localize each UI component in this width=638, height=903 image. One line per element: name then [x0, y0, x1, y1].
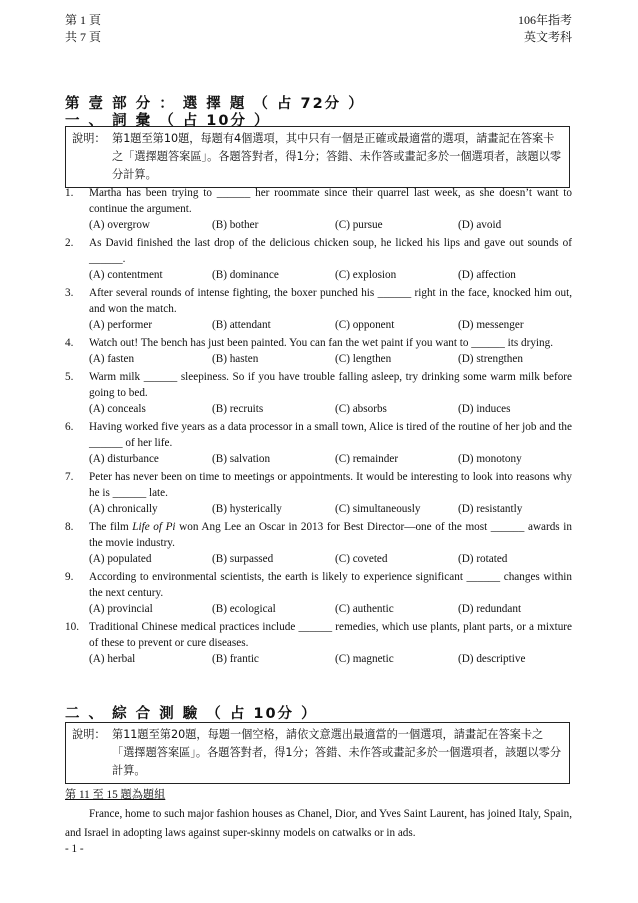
option-d: (D) monotony — [458, 453, 522, 465]
section2-instructions — [65, 722, 570, 784]
question-number: 2. — [65, 237, 74, 249]
instructions-lead: 說明： — [72, 132, 106, 145]
question-text: Peter has never been on time to meetings or appointments. It would be interesting to look into reasons why he is ______ late. — [89, 471, 572, 499]
option-d: (D) descriptive — [458, 653, 526, 665]
option-a: (A) chronically — [89, 503, 158, 515]
option-d: (D) rotated — [458, 553, 508, 565]
part1-title: 第 壹 部 分 ： 選 擇 題 （ 占 72分 ） — [65, 96, 365, 112]
option-d: (D) strengthen — [458, 353, 523, 365]
option-c: (C) magnetic — [335, 653, 394, 665]
option-c: (C) simultaneously — [335, 503, 421, 515]
option-d: (D) avoid — [458, 219, 502, 231]
option-a: (A) populated — [89, 553, 152, 565]
question-1 — [65, 185, 572, 233]
question-10 — [65, 619, 572, 667]
question-8 — [65, 519, 572, 567]
option-b: (B) attendant — [212, 319, 271, 331]
option-a: (A) herbal — [89, 653, 136, 665]
option-c: (C) explosion — [335, 269, 397, 281]
question-number: 1. — [65, 187, 74, 199]
question-3 — [65, 285, 572, 333]
option-c: (C) coveted — [335, 553, 388, 565]
option-a: (A) provincial — [89, 603, 153, 615]
question-6 — [65, 419, 572, 467]
option-b: (B) bother — [212, 219, 259, 231]
option-d: (D) affection — [458, 269, 516, 281]
question-7 — [65, 469, 572, 517]
option-a: (A) contentment — [89, 269, 163, 281]
question-text-post: won Ang Lee an Oscar in 2013 for Best Director—one of the most ______ awards in the movie industry. — [89, 521, 572, 549]
question-text-pre: The film — [89, 521, 133, 533]
question-5 — [65, 369, 572, 417]
exam-year-label: 106年指考 — [517, 13, 572, 27]
question-text: Martha has been trying to ______ her roommate since their quarrel last week, as she doesn’t want to continue the argument. — [89, 187, 572, 215]
question-number: 4. — [65, 337, 74, 349]
question-text: Traditional Chinese medical practices include ______ remedies, which use plants, plant parts, or a mixture of these to prevent or cure diseases. — [89, 621, 572, 649]
question-number: 3. — [65, 287, 74, 299]
option-c: (C) absorbs — [335, 403, 387, 415]
section1-instructions — [65, 126, 570, 188]
option-b: (B) salvation — [212, 453, 271, 465]
option-a: (A) conceals — [89, 403, 146, 415]
option-b: (B) surpassed — [212, 553, 274, 565]
question-number: 8. — [65, 521, 74, 533]
option-a: (A) disturbance — [89, 453, 159, 465]
page-header-right — [518, 12, 572, 46]
question-group-label: 第 11 至 15 題為題組 — [65, 789, 166, 801]
question-text: After several rounds of intense fighting, the boxer punched his ______ right in the face, knocked him out, and won the match. — [89, 287, 572, 315]
section2-title: 二 、 綜 合 測 驗 （ 占 10分 ） — [65, 706, 318, 722]
instructions-text: 第1題至第10題，每題有4個選項，其中只有一個是正確或最適當的選項，請畫記在答案卡之「選擇題答案區」。各題答對者，得1分；答錯、未作答或畫記多於一個選項者，該題以零分計算。 — [112, 132, 562, 181]
option-c: (C) pursue — [335, 219, 383, 231]
option-c: (C) lengthen — [335, 353, 392, 365]
option-d: (D) redundant — [458, 603, 522, 615]
question-text: According to environmental scientists, the earth is likely to experience significant ______ changes within the next century. — [89, 571, 572, 599]
question-text: Having worked five years as a data processor in a small town, Alice is tired of the routine of her job and the ______ of her life. — [89, 421, 572, 449]
option-d: (D) induces — [458, 403, 511, 415]
option-b: (B) hasten — [212, 353, 259, 365]
vocabulary-questions — [65, 185, 572, 669]
question-number: 9. — [65, 571, 74, 583]
question-text: Warm milk ______ sleepiness. So if you have trouble falling asleep, try drinking some warm milk before going to bed. — [89, 371, 572, 399]
option-b: (B) recruits — [212, 403, 264, 415]
option-a: (A) performer — [89, 319, 153, 331]
question-9 — [65, 569, 572, 617]
film-title: Life of Pi — [132, 521, 176, 533]
option-a: (A) fasten — [89, 353, 135, 365]
question-number: 10. — [65, 621, 79, 633]
question-text: As David finished the last drop of the delicious chicken soup, he licked his lips and gave out sounds of ______. — [89, 237, 572, 265]
page-footer-number: - 1 - — [65, 843, 84, 855]
total-pages-label: 共 7 頁 — [65, 30, 102, 44]
cloze-passage: France, home to such major fashion houses as Chanel, Dior, and Yves Saint Laurent, has joined Italy, Spain, and Israel in adopting laws against super-skinny models on catwalks or in ads. — [65, 808, 572, 839]
section1-title: 一 、 詞 彙 （ 占 10分 ） — [65, 113, 271, 129]
option-a: (A) overgrow — [89, 219, 150, 231]
question-4 — [65, 335, 572, 367]
option-c: (C) remainder — [335, 453, 399, 465]
option-b: (B) ecological — [212, 603, 276, 615]
option-d: (D) resistantly — [458, 503, 523, 515]
option-b: (B) frantic — [212, 653, 259, 665]
question-text: Watch out! The bench has just been painted. You can fan the wet paint if you want to ______ its drying. — [89, 337, 554, 349]
option-c: (C) opponent — [335, 319, 395, 331]
question-number: 6. — [65, 421, 74, 433]
instructions-lead: 說明： — [72, 728, 106, 741]
option-b: (B) dominance — [212, 269, 279, 281]
question-text — [89, 519, 572, 551]
instructions-text: 第11題至第20題，每題一個空格，請依文意選出最適當的一個選項，請畫記在答案卡之「選擇題答案區」。各題答對者，得1分；答錯、未作答或畫記多於一個選項者，該題以零分計算。 — [112, 728, 562, 777]
question-number: 7. — [65, 471, 74, 483]
exam-subject-label: 英文考科 — [523, 30, 572, 44]
question-2 — [65, 235, 572, 283]
option-b: (B) hysterically — [212, 503, 282, 515]
question-number: 5. — [65, 371, 74, 383]
page-header-left — [65, 12, 101, 46]
option-c: (C) authentic — [335, 603, 394, 615]
option-d: (D) messenger — [458, 319, 524, 331]
page-number-label: 第 1 頁 — [65, 13, 102, 27]
